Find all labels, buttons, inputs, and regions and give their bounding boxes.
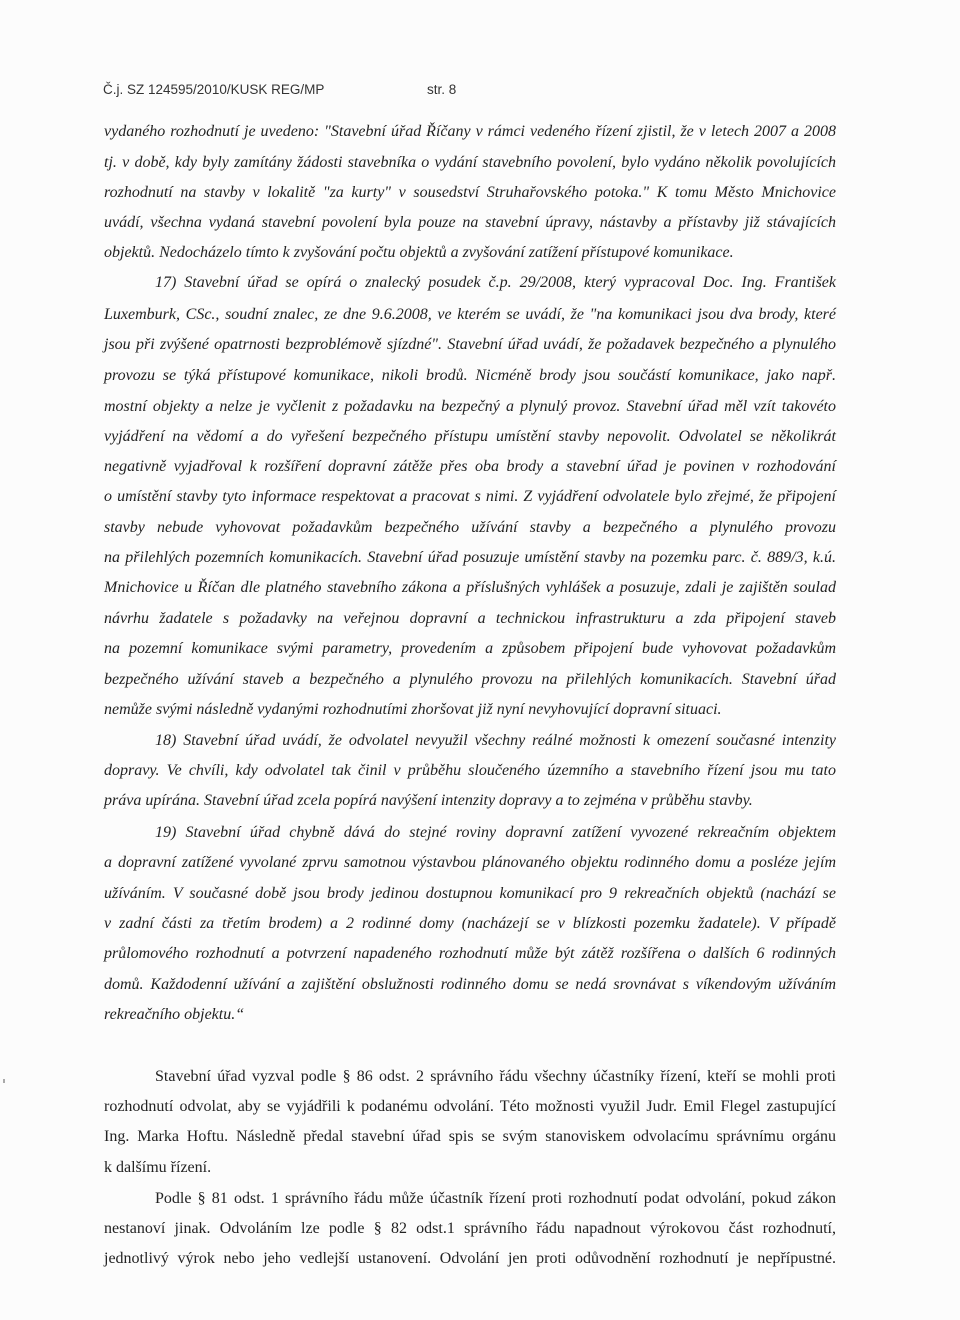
text-line: jsou při zvýšené opatrnosti bezproblémově sjízdné". Stavební úřad uvádí, že požadavek bezpečného a plynulého xyxy=(104,336,836,353)
text-line: provozu se týká přístupové komunikace, nikoli brodů. Nicméně brody jsou součástí komunikace, jako např. xyxy=(104,367,836,384)
text-line: nemůže svými následně vydanými rozhodnutími zhoršovat již nyní nevyhovující dopravní situaci. xyxy=(104,701,722,718)
text-line: na přilehlých pozemních komunikacích. Stavební úřad posuzuje umístění stavby na pozemku parc. č. 889/3, k.ú. xyxy=(104,549,836,566)
scan-speck xyxy=(3,1079,5,1083)
text-line: domů. Každodenní užívání a zajištění obslužnosti rodinného domu se nedá srovnávat s víkendovým užíváním xyxy=(104,976,836,993)
text-line: Ing. Marka Hoftu. Následně předal stavební úřad spis se svým stanoviskem odvolacímu správnímu orgánu xyxy=(104,1128,836,1145)
text-line: a dopravní zatížené vyvolané zprvu samotnou výstavbou plánovaného objektu rodinného domu a posléze jejím xyxy=(104,854,836,871)
text-line: bezpečného užívání staveb a bezpečného a plynulého provozu na přilehlých komunikacích. Stavební úřad xyxy=(104,671,836,688)
text-line: v zadní části za třetím brodem) a 2 rodinné domy (nacházejí se v blízkosti pozemku žadatele). V případě xyxy=(104,915,836,932)
text-line: negativně vyjadřoval k rozšíření dopravní zátěže přes oba brody a stavební úřad je povinen v rozhodování xyxy=(104,458,836,475)
text-line: Mnichovice u Říčan dle platného stavebního zákona a příslušných vyhlášek a posuzuje, zdali je zajištěn soulad xyxy=(104,579,836,596)
text-line: vydaného rozhodnutí je uvedeno: "Stavební úřad Říčany v rámci vedeného řízení zjistil, že v letech 2007 a 2008 xyxy=(104,123,836,140)
text-line: průlomového rozhodnutí a potvrzení napadeného rozhodnutí může být zátěž rozšířena o dalších 6 rodinných xyxy=(104,945,836,962)
text-line: tj. v době, kdy byly zamítány žádosti stavebníka o vydání stavebního povolení, bylo vydáno několik povolujících xyxy=(104,154,836,171)
text-line: nestanoví jinak. Odvoláním lze podle § 82 odst.1 správního řádu napadnout výrokovou část rozhodnutí, xyxy=(104,1220,836,1237)
text-line: objektů. Nedocházelo tímto k zvyšování počtu objektů a zvyšování zatížení přístupové komunikace. xyxy=(104,244,734,261)
text-line: rozhodnutí odvolat, aby se vyjádřili k podanému odvolání. Této možnosti využil Judr. Emil Flegel zastupující xyxy=(104,1098,836,1115)
paragraph-appeal-start: Podle § 81 odst. 1 správního řádu může účastník řízení proti rozhodnutí podat odvolání, pokud zákon xyxy=(155,1190,836,1207)
page-number: str. 8 xyxy=(427,82,457,97)
text-line: vyjádření na vědomí a do vyřešení bezpečného přístupu umístění stavby nepovolit. Odvolatel se několikrát xyxy=(104,428,836,445)
text-line: uvádí, všechna vydaná stavební povolení byla pouze na stavební úpravy, nástavby a přístavby již stávajících xyxy=(104,214,836,231)
paragraph-19-start: 19) Stavební úřad chybně dává do stejné roviny dopravní zatížení vyvozené rekreačním objektem xyxy=(155,824,836,841)
text-line: na pozemní komunikace svými parametry, provedením a způsobem připojení bude vyhovovat požadavkům xyxy=(104,640,836,657)
text-line: rozhodnutí na stavby v lokalitě "za kurty" v sousedství Struhařovského potoka." K tomu Město Mnichovice xyxy=(104,184,836,201)
text-line: návrhu žadatele s požadavky na veřejnou dopravní a technickou infrastrukturu a zda připojení staveb xyxy=(104,610,836,627)
text-line: stavby nebude vyhovovat požadavkům bezpečného užívání stavby a bezpečného a plynulého provozu xyxy=(104,519,836,536)
text-line: mostní objekty a nelze je vyčlenit z požadavku na bezpečný a plynulý provoz. Stavební úřad měl vzít takovéto xyxy=(104,398,836,415)
text-line: užíváním. V současné době jsou brody jedinou dostupnou komunikací pro 9 rekreačních objektů (nachází se xyxy=(104,885,836,902)
text-line: jednotlivý výrok nebo jeho vedlejší ustanovení. Odvolání jen proti odůvodnění rozhodnutí je nepřípustné. xyxy=(104,1250,836,1267)
page-header xyxy=(103,82,863,102)
text-line: rekreačního objektu.“ xyxy=(104,1006,245,1023)
paragraph-summons-start: Stavební úřad vyzval podle § 86 odst. 2 správního řádu všechny účastníky řízení, kteří se mohli proti xyxy=(155,1068,836,1085)
reference-number: Č.j. SZ 124595/2010/KUSK REG/MP xyxy=(103,82,325,97)
text-line: k dalšímu řízení. xyxy=(104,1159,212,1176)
text-line: dopravy. Ve chvíli, kdy odvolatel tak činil v průběhu sloučeného územního a stavebního řízení jsou mu tato xyxy=(104,762,836,779)
paragraph-18-start: 18) Stavební úřad uvádí, že odvolatel nevyužil všechny reálné možnosti k omezení současné intenzity xyxy=(155,732,836,749)
paragraph-17-start: 17) Stavební úřad se opírá o znalecký posudek č.p. 29/2008, který vypracoval Doc. Ing. František xyxy=(155,274,836,291)
text-line: práva upírána. Stavební úřad zcela popírá navýšení intenzity dopravy a to zejména v průběhu stavby. xyxy=(104,792,753,809)
text-line: o umístění stavby tyto informace respektovat a pracovat s nimi. Z vyjádření odvolatele bylo zřejmé, že připojení xyxy=(104,488,836,505)
text-line: Luxemburk, CSc., soudní znalec, ze dne 9.6.2008, ve kterém se uvádí, že "na komunikaci jsou dva brody, které xyxy=(104,306,836,323)
